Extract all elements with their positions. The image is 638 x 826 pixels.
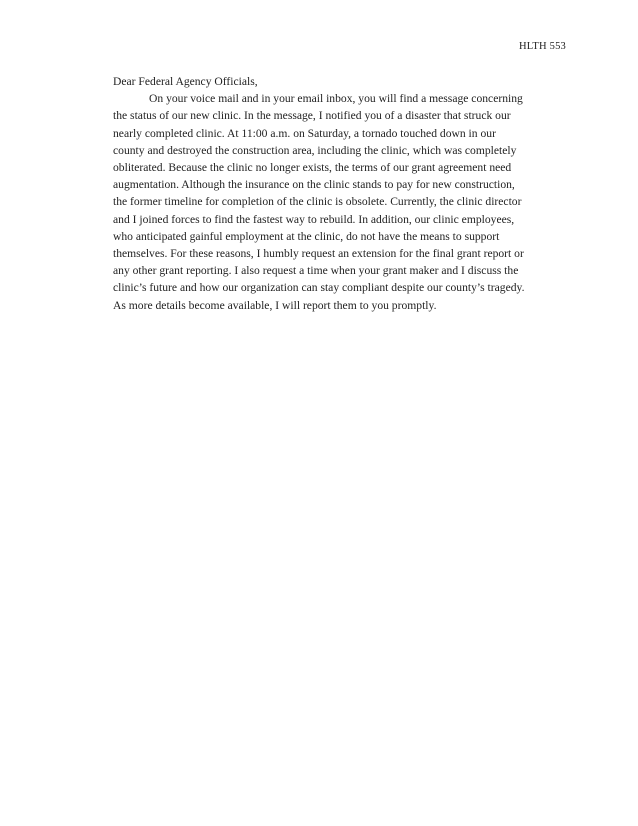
paragraph-line: augmentation. Although the insurance on the clinic stands to pay for new construction, [113,178,515,192]
paragraph-line: county and destroyed the construction area, including the clinic, which was completely [113,143,517,157]
paragraph-line: clinic’s future and how our organization can stay compliant despite our county’s tragedy. [113,281,525,295]
paragraph-line: who anticipated gainful employment at the clinic, do not have the means to support [113,229,500,243]
paragraph-line: the former timeline for completion of the clinic is obsolete. Currently, the clinic director [113,195,522,209]
paragraph-line: nearly completed clinic. At 11:00 a.m. on Saturday, a tornado touched down in our [113,126,496,140]
paragraph-line: and I joined forces to find the fastest way to rebuild. In addition, our clinic employees, [113,212,515,226]
paragraph-line: the status of our new clinic. In the message, I notified you of a disaster that struck our [113,109,511,123]
running-head: HLTH 553 [518,41,566,52]
paragraph-line: As more details become available, I will report them to you promptly. [113,298,437,312]
paragraph-line: On your voice mail and in your email inbox, you will find a message concerning [149,92,523,106]
paragraph-line: any other grant reporting. I also request a time when your grant maker and I discuss the [113,264,519,278]
paragraph-line: obliterated. Because the clinic no longer exists, the terms of our grant agreement need [113,161,512,175]
letter-body [113,73,563,314]
salutation: Dear Federal Agency Officials, [113,75,258,88]
letter-paragraph [113,90,563,314]
paragraph-line: themselves. For these reasons, I humbly request an extension for the final grant report or [113,247,524,261]
